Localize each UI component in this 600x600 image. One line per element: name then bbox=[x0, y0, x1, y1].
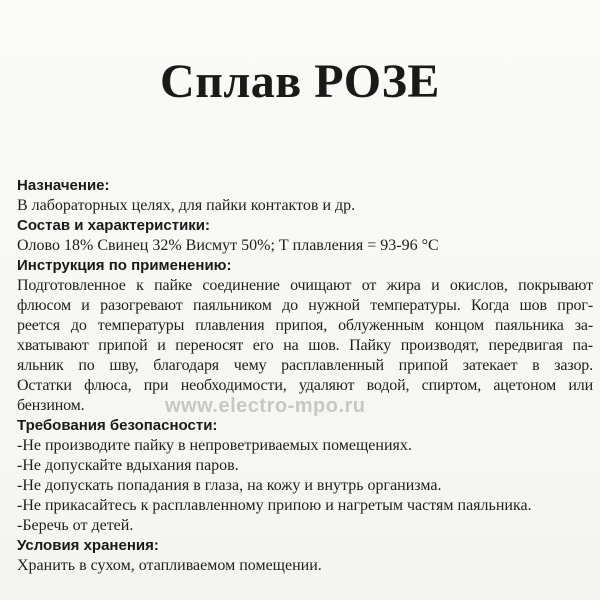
instructions-line: бензином. bbox=[17, 397, 85, 414]
safety-item: -Не допускать попадания в глаза, на кожу и внутрь организма. bbox=[17, 477, 442, 494]
composition-text: Олово 18% Свинец 32% Висмут 50%; Т плавления = 93-96 °С bbox=[17, 237, 439, 254]
section-heading-safety: Требования безопасности: bbox=[17, 417, 218, 434]
section-storage bbox=[17, 536, 593, 576]
instructions-line: яльник по шву, благодаря чему расплавленный припой затекает в зазор. bbox=[17, 357, 593, 374]
instructions-line: хватывают припой и переносят его на шов. Пайку производят, передвигая па- bbox=[17, 337, 593, 354]
watermark-text: www.electro-mpo.ru bbox=[165, 395, 366, 417]
safety-item: -Не допускайте вдыхания паров. bbox=[17, 457, 239, 474]
purpose-text: В лабораторных целях, для пайки контактов и др. bbox=[17, 197, 356, 214]
storage-text: Хранить в сухом, отапливаемом помещении. bbox=[17, 557, 322, 574]
instructions-line: флюсом и разогревают паяльником до нужной температуры. Когда шов прог- bbox=[17, 297, 593, 314]
document-body bbox=[17, 176, 593, 576]
section-composition bbox=[17, 216, 593, 256]
section-heading-instructions: Инструкция по применению: bbox=[17, 257, 232, 274]
section-heading-composition: Состав и характеристики: bbox=[17, 217, 211, 234]
instructions-line: Остатки флюса, при необходимости, удаляют водой, спиртом, ацетоном или bbox=[17, 377, 593, 394]
section-instructions bbox=[17, 256, 593, 416]
instructions-line: реется до температуры плавления припоя, облуженным концом паяльника за- bbox=[17, 317, 593, 334]
document-title: Сплав РОЗЕ bbox=[160, 55, 440, 108]
instructions-line: Подготовленное к пайке соединение очищают от жира и окислов, покрывают bbox=[17, 277, 593, 294]
section-safety bbox=[17, 416, 593, 536]
section-purpose bbox=[17, 176, 593, 216]
section-heading-purpose: Назначение: bbox=[17, 177, 110, 194]
safety-item: -Не прикасайтесь к расплавленному припою и нагретым частям паяльника. bbox=[17, 497, 532, 514]
safety-item: -Беречь от детей. bbox=[17, 517, 134, 534]
safety-item: -Не производите пайку в непроветриваемых помещениях. bbox=[17, 437, 412, 454]
section-heading-storage: Условия хранения: bbox=[17, 537, 159, 554]
